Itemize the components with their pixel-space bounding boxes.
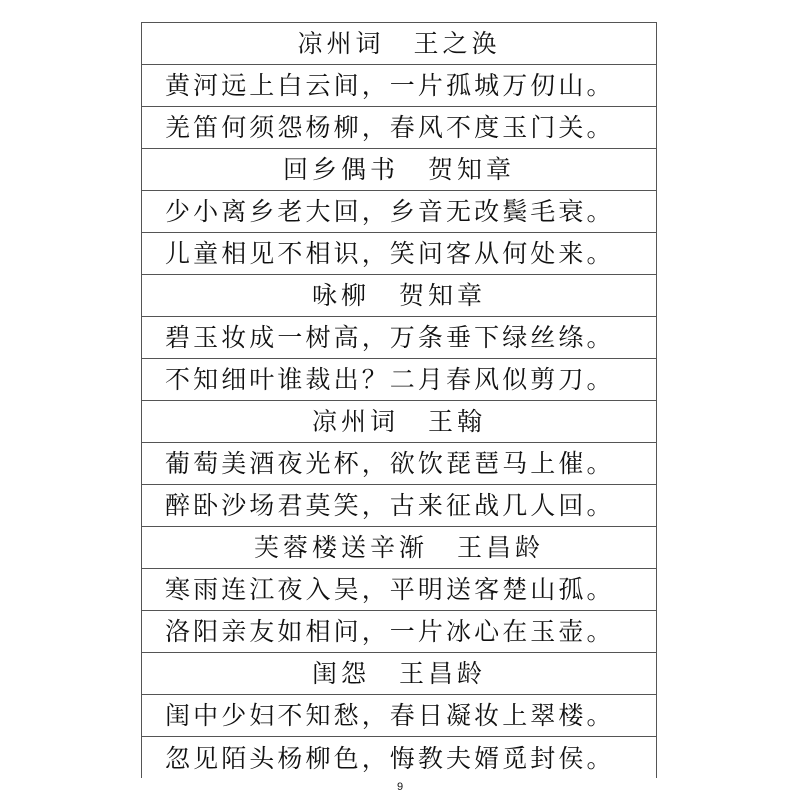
poem-line: 闺中少妇不知愁，春日凝妆上翠楼。 — [165, 701, 615, 730]
poem-line-row — [142, 359, 656, 401]
poem-line-row — [142, 443, 656, 485]
page-number: 9 — [396, 781, 404, 793]
poem-line: 忽见陌头杨柳色，悔教夫婿觅封侯。 — [165, 743, 615, 773]
poem-line-row — [142, 611, 656, 653]
poem-line: 碧玉妆成一树高，万条垂下绿丝绦。 — [165, 323, 615, 352]
poem-title-row — [142, 149, 656, 191]
poem-line: 少小离乡老大回，乡音无改鬓毛衰。 — [165, 197, 615, 226]
poem-title-row — [142, 653, 656, 695]
poem-title-row — [142, 275, 656, 317]
poem-line-row — [142, 233, 656, 275]
poem-title-row — [142, 527, 656, 569]
poem-line-row — [142, 695, 656, 737]
poem-line: 葡萄美酒夜光杯，欲饮琵琶马上催。 — [165, 449, 615, 478]
poem-line: 寒雨连江夜入吴，平明送客楚山孤。 — [165, 575, 615, 604]
poem-title-row — [142, 401, 656, 443]
poem-line: 醉卧沙场君莫笑，古来征战几人回。 — [165, 491, 615, 520]
poem-title: 凉州词 王翰 — [311, 407, 486, 436]
poem-copybook-page — [141, 22, 657, 778]
poem-line-row — [142, 107, 656, 149]
poem-line-row — [142, 191, 656, 233]
poem-line: 羌笛何须怨杨柳，春风不度玉门关。 — [165, 113, 615, 142]
poem-line-row — [142, 485, 656, 527]
poem-title: 咏柳 贺知章 — [311, 281, 486, 310]
poem-line-row — [142, 569, 656, 611]
poem-line: 儿童相见不相识，笑问客从何处来。 — [165, 239, 615, 268]
poem-line: 黄河远上白云间，一片孤城万仞山。 — [165, 71, 615, 100]
poem-line-row — [142, 65, 656, 107]
poem-title: 凉州词 王之涣 — [297, 29, 501, 58]
poem-title: 闺怨 王昌龄 — [311, 659, 486, 688]
poem-title: 回乡偶书 贺知章 — [282, 155, 515, 184]
poem-title-row — [142, 23, 656, 65]
poem-title: 芙蓉楼送辛渐 王昌龄 — [253, 533, 544, 562]
poem-line: 不知细叶谁裁出？二月春风似剪刀。 — [165, 365, 615, 394]
poem-line-row — [142, 317, 656, 359]
poem-line-row — [142, 737, 656, 779]
poem-line: 洛阳亲友如相问，一片冰心在玉壶。 — [165, 617, 615, 646]
